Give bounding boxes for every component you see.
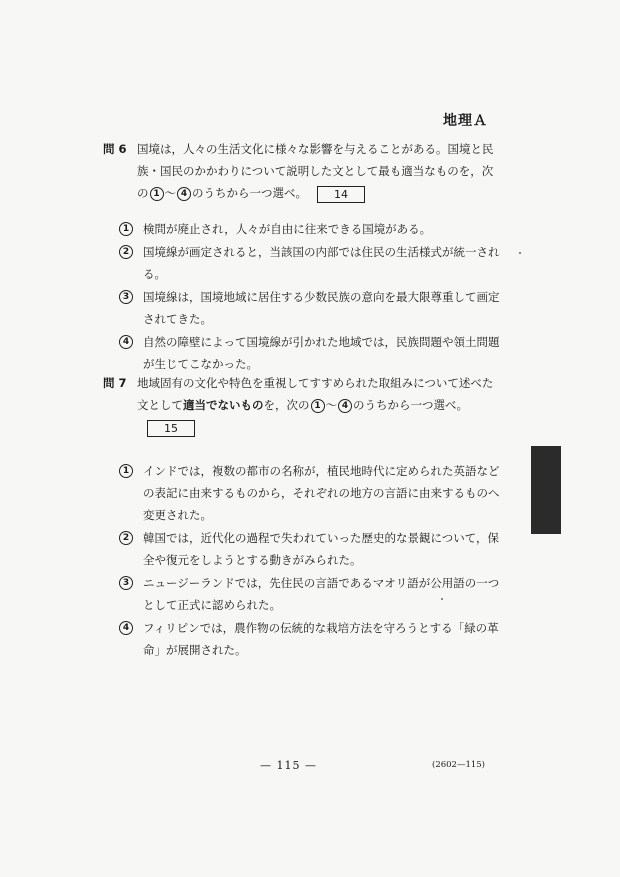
option-4[interactable] [103,617,503,661]
question-7-options [103,460,503,661]
option-number-marker: 4 [119,335,133,349]
range-separator: ～ [325,398,337,412]
option-3[interactable] [103,286,503,330]
option-1[interactable] [103,218,503,240]
option-number-marker: 1 [119,464,133,478]
question-6-options [103,218,503,375]
option-4[interactable] [103,331,503,375]
option-text: 国境線は，国境地域に居住する少数民族の意向を最大限尊重して画定されてきた。 [143,290,500,326]
option-number-marker: 3 [119,576,133,590]
option-3[interactable] [103,572,503,616]
question-7-stem [103,372,503,438]
range-end-marker: 4 [177,187,191,201]
option-text: 韓国では，近代化の過程で失われていった歴史的な景観について，保全や復元をしようとする動きがみられた。 [143,531,500,567]
question-7-number: 問 7 [103,376,127,390]
range-separator: ～ [164,186,176,200]
option-text: 自然の障壁によって国境線が引かれた地域では，民族問題や領土問題が生じてこなかった。 [143,335,500,371]
question-6-stem [103,138,503,204]
range-start-marker: 1 [311,399,325,413]
question-7-text: 地域固有の文化や特色を重視してすすめられた取組みについて述べた文として [137,376,494,412]
option-text: インドでは，複数の都市の名称が，植民地時代に定められた英語などの表記に由来するものから，それぞれの地方の言語に由来するものへ変更された。 [143,464,500,522]
question-6-text: 国境は，人々の生活文化に様々な影響を与えることがある。国境と民族・国民のかかわりについて説明した文として最も適当なものを，次の [137,142,494,200]
option-text: 国境線が画定されると，当該国の内部では住民の生活様式が統一される。 [143,245,500,281]
question-6-text-end: のうちから一つ選べ。 [192,186,307,200]
option-number-marker: 2 [119,531,133,545]
scan-speck [441,598,443,600]
option-2[interactable] [103,241,503,285]
option-2[interactable] [103,527,503,571]
option-number-marker: 4 [119,621,133,635]
page-number: — 115 — [260,759,317,772]
range-end-marker: 4 [338,399,352,413]
option-text: フィリピンでは，農作物の伝統的な栽培方法を守ろうとする「緑の革命」が展開された。 [143,621,499,657]
option-number-marker: 1 [119,222,133,236]
question-7-emphasis: 適当でないもの [183,398,264,412]
option-number-marker: 2 [119,245,133,259]
section-index-tab [531,446,561,534]
option-text: 検問が廃止され，人々が自由に往来できる国境がある。 [143,222,432,236]
question-7-text-mid: を，次の [263,398,310,412]
exam-code: (2602—115) [432,760,485,770]
option-1[interactable] [103,460,503,526]
option-text: ニュージーランドでは，先住民の言語であるマオリ語が公用語の一つとして正式に認められた。 [143,576,500,612]
question-6-number: 問 6 [103,142,127,156]
subject-title: 地理Ａ [443,113,488,129]
option-number-marker: 3 [119,290,133,304]
answer-box-15[interactable]: 15 [147,420,195,437]
question-6 [103,138,503,376]
question-7 [103,372,503,662]
range-start-marker: 1 [150,187,164,201]
question-7-text-end: のうちから一つ選べ。 [353,398,468,412]
scan-speck [519,252,521,254]
answer-box-14[interactable]: 14 [317,186,365,203]
